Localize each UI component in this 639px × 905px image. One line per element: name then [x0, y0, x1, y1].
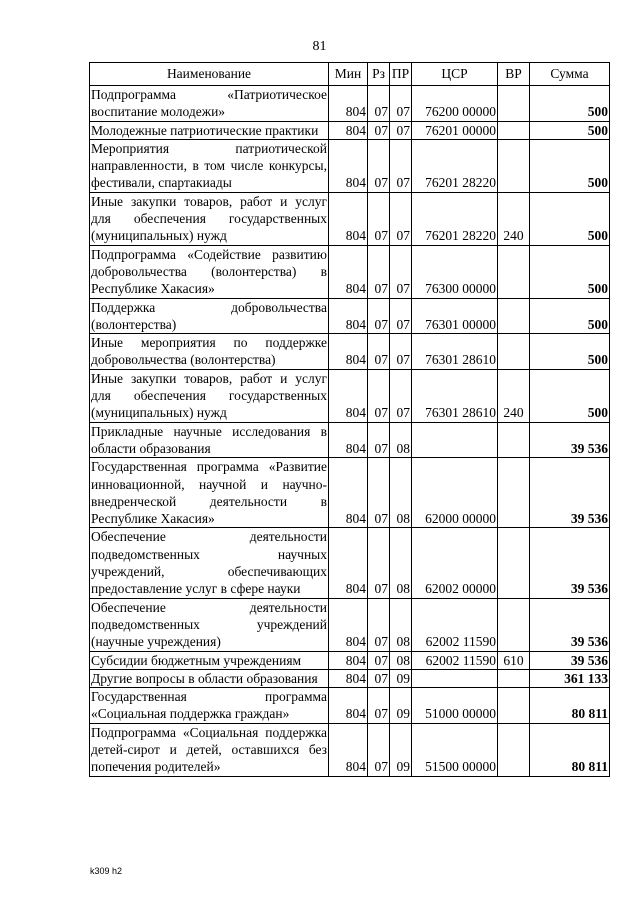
cell-min: 804 — [329, 598, 368, 651]
cell-rz: 07 — [368, 598, 390, 651]
cell-vr — [498, 334, 530, 370]
cell-name: Подпрограмма «Социальная поддержка детей-сирот и детей, оставшихся без попечения родителей» — [91, 724, 327, 775]
cell-pr: 07 — [390, 139, 412, 192]
cell-vr — [498, 669, 530, 687]
cell-rz: 07 — [368, 86, 390, 122]
column-header-min: Мин — [329, 63, 368, 86]
cell-pr: 07 — [390, 86, 412, 122]
cell-sum: 39 536 — [530, 422, 610, 458]
cell-min: 804 — [329, 139, 368, 192]
cell-rz: 07 — [368, 669, 390, 687]
column-header-vr: ВР — [498, 63, 530, 86]
cell-csr: 62002 11590 — [412, 651, 498, 669]
cell-min: 804 — [329, 458, 368, 528]
cell-name: Государственная программа «Развитие инновационной, научной и научно-внедренческой деятельности в Республике Хакасия» — [91, 459, 327, 527]
cell-pr: 08 — [390, 528, 412, 598]
table-row — [90, 298, 610, 334]
table-row — [90, 528, 610, 598]
cell-name: Подпрограмма «Содействие развитию добровольчества (волонтерства) в Республике Хакасия» — [91, 246, 327, 297]
column-header-sum: Сумма — [530, 63, 610, 86]
cell-name: Обеспечение деятельности подведомственных учреждений (научные учреждения) — [91, 599, 327, 650]
cell-pr: 09 — [390, 688, 412, 724]
cell-name: Обеспечение деятельности подведомственных научных учреждений, обеспечивающих предоставление услуг в сфере науки — [91, 529, 327, 597]
cell-vr — [498, 598, 530, 651]
table-row — [90, 669, 610, 687]
cell-vr — [498, 528, 530, 598]
cell-vr — [498, 723, 530, 776]
cell-vr — [498, 245, 530, 298]
cell-rz: 07 — [368, 139, 390, 192]
cell-rz: 07 — [368, 245, 390, 298]
table-row — [90, 245, 610, 298]
column-header-csr: ЦСР — [412, 63, 498, 86]
cell-rz: 07 — [368, 369, 390, 422]
footer-code: k309 h2 — [90, 866, 123, 876]
cell-pr: 08 — [390, 458, 412, 528]
cell-csr: 76301 28610 — [412, 334, 498, 370]
table-row — [90, 369, 610, 422]
cell-sum: 500 — [530, 139, 610, 192]
cell-pr: 08 — [390, 598, 412, 651]
cell-csr: 76301 00000 — [412, 298, 498, 334]
budget-table — [89, 62, 610, 777]
cell-csr — [412, 669, 498, 687]
cell-min: 804 — [329, 334, 368, 370]
cell-vr — [498, 121, 530, 139]
cell-name: Иные закупки товаров, работ и услуг для обеспечения государственных (муниципальных) нужд — [91, 370, 327, 421]
cell-min: 804 — [329, 298, 368, 334]
cell-pr: 07 — [390, 298, 412, 334]
cell-name: Мероприятия патриотической направленности, в том числе конкурсы, фестивали, спартакиады — [91, 140, 327, 191]
table-row — [90, 139, 610, 192]
table-row — [90, 192, 610, 245]
cell-pr: 08 — [390, 651, 412, 669]
cell-min: 804 — [329, 369, 368, 422]
cell-csr: 76201 00000 — [412, 121, 498, 139]
cell-csr: 76201 28220 — [412, 139, 498, 192]
cell-sum: 39 536 — [530, 458, 610, 528]
cell-rz: 07 — [368, 334, 390, 370]
cell-pr: 07 — [390, 334, 412, 370]
cell-min: 804 — [329, 121, 368, 139]
cell-rz: 07 — [368, 688, 390, 724]
cell-vr: 610 — [498, 651, 530, 669]
cell-sum: 500 — [530, 192, 610, 245]
cell-vr — [498, 458, 530, 528]
cell-sum: 361 133 — [530, 669, 610, 687]
cell-pr: 09 — [390, 723, 412, 776]
cell-vr: 240 — [498, 192, 530, 245]
cell-sum: 500 — [530, 86, 610, 122]
cell-name: Прикладные научные исследования в области образования — [91, 423, 327, 456]
cell-min: 804 — [329, 528, 368, 598]
cell-sum: 500 — [530, 298, 610, 334]
cell-csr: 76200 00000 — [412, 86, 498, 122]
table-row — [90, 688, 610, 724]
table-row — [90, 121, 610, 139]
cell-min: 804 — [329, 422, 368, 458]
cell-sum: 500 — [530, 121, 610, 139]
cell-csr: 76301 28610 — [412, 369, 498, 422]
cell-name: Молодежные патриотические практики — [90, 121, 329, 139]
cell-pr: 07 — [390, 245, 412, 298]
cell-min: 804 — [329, 192, 368, 245]
cell-pr: 07 — [390, 192, 412, 245]
cell-min: 804 — [329, 86, 368, 122]
cell-vr — [498, 139, 530, 192]
cell-pr: 08 — [390, 422, 412, 458]
cell-csr: 51500 00000 — [412, 723, 498, 776]
cell-sum: 39 536 — [530, 528, 610, 598]
table-header-row — [90, 63, 610, 86]
cell-rz: 07 — [368, 298, 390, 334]
cell-pr: 09 — [390, 669, 412, 687]
cell-name: Иные закупки товаров, работ и услуг для обеспечения государственных (муниципальных) нужд — [91, 193, 327, 244]
cell-rz: 07 — [368, 422, 390, 458]
cell-rz: 07 — [368, 723, 390, 776]
cell-name: Подпрограмма «Патриотическое воспитание молодежи» — [91, 87, 327, 120]
cell-vr — [498, 422, 530, 458]
cell-csr: 51000 00000 — [412, 688, 498, 724]
table-row — [90, 334, 610, 370]
cell-sum: 39 536 — [530, 598, 610, 651]
cell-vr — [498, 688, 530, 724]
column-header-name: Наименование — [90, 63, 329, 86]
table-row — [90, 598, 610, 651]
cell-name: Субсидии бюджетным учреждениям — [90, 651, 329, 669]
cell-vr — [498, 298, 530, 334]
cell-rz: 07 — [368, 528, 390, 598]
cell-csr: 76300 00000 — [412, 245, 498, 298]
cell-vr — [498, 86, 530, 122]
cell-pr: 07 — [390, 369, 412, 422]
table-row — [90, 422, 610, 458]
table-row — [90, 458, 610, 528]
cell-csr: 62002 11590 — [412, 598, 498, 651]
cell-csr — [412, 422, 498, 458]
cell-min: 804 — [329, 651, 368, 669]
cell-sum: 500 — [530, 369, 610, 422]
cell-vr: 240 — [498, 369, 530, 422]
column-header-rz: Рз — [368, 63, 390, 86]
table-row — [90, 723, 610, 776]
cell-name: Государственная программа «Социальная поддержка граждан» — [91, 689, 327, 722]
cell-rz: 07 — [368, 458, 390, 528]
table-row — [90, 651, 610, 669]
cell-csr: 76201 28220 — [412, 192, 498, 245]
cell-rz: 07 — [368, 651, 390, 669]
table-row — [90, 86, 610, 122]
cell-min: 804 — [329, 669, 368, 687]
cell-name: Иные мероприятия по поддержке добровольчества (волонтерства) — [91, 335, 327, 368]
cell-sum: 39 536 — [530, 651, 610, 669]
cell-sum: 500 — [530, 334, 610, 370]
cell-sum: 80 811 — [530, 723, 610, 776]
column-header-pr: ПР — [390, 63, 412, 86]
cell-name: Поддержка добровольчества (волонтерства) — [91, 299, 327, 332]
cell-name: Другие вопросы в области образования — [90, 669, 329, 687]
cell-min: 804 — [329, 245, 368, 298]
cell-csr: 62000 00000 — [412, 458, 498, 528]
page-number: 81 — [312, 39, 327, 54]
cell-rz: 07 — [368, 121, 390, 139]
cell-min: 804 — [329, 723, 368, 776]
cell-rz: 07 — [368, 192, 390, 245]
cell-sum: 80 811 — [530, 688, 610, 724]
cell-csr: 62002 00000 — [412, 528, 498, 598]
cell-min: 804 — [329, 688, 368, 724]
cell-sum: 500 — [530, 245, 610, 298]
cell-pr: 07 — [390, 121, 412, 139]
